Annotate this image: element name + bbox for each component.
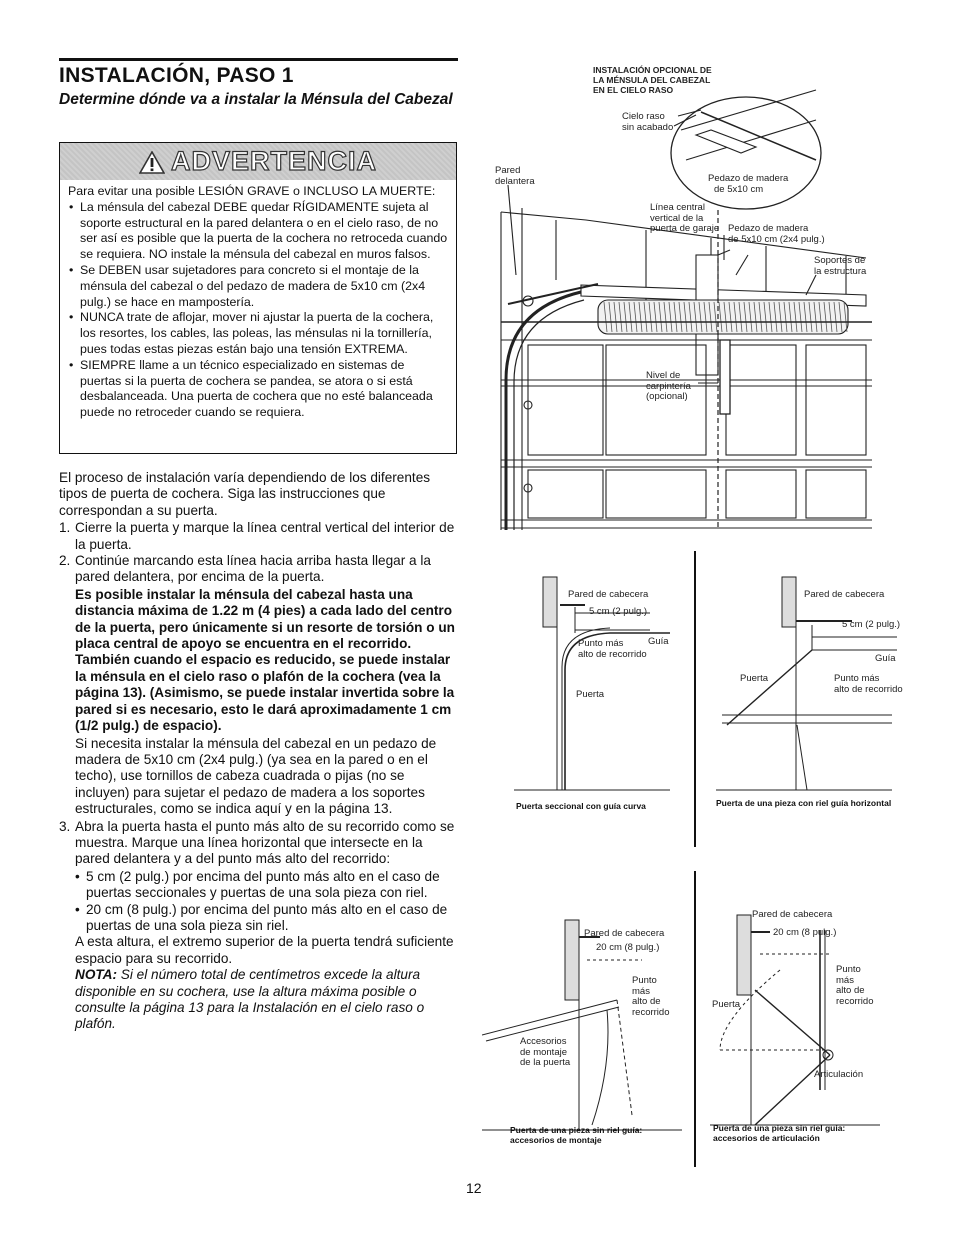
warning-item: • NUNCA trate de aflojar, mover ni ajustar la puerta de la cochera, los resortes, los cables, las poleas, las ménsulas ni la tornillería, pues todas estas piezas están bajo una tensión EXTREMA.	[80, 310, 448, 357]
high-point-label	[834, 674, 903, 695]
column-separator	[694, 871, 696, 1167]
height-note: A esta altura, el extremo superior de la puerta tendrá suficiente espacio para su recorrido.	[75, 934, 454, 966]
label-line: (opcional)	[646, 391, 688, 402]
gap-label: 20 cm (8 pulg.)	[773, 927, 837, 938]
wood-note: Si necesita instalar la ménsula del cabezal en un pedazo de madera de 5x10 cm (2x4 pulg.) (ya sea en la pared o en el techo), use tornillos de cabeza cuadrada o pijas (no se incluyen) para sujetar el pedazo de madera a los soportes estructurales, como se indica aquí y en la página 13.	[75, 735, 437, 817]
label-line: delantera	[495, 175, 535, 187]
label-line: Cielo raso	[622, 111, 665, 122]
ceiling-label	[622, 112, 673, 133]
label-line: sin acabado	[622, 121, 674, 133]
label-line: Nivel de	[646, 370, 681, 381]
column-separator	[694, 551, 696, 847]
front-wall-label	[495, 166, 535, 187]
label-line: puerta de garaje	[650, 223, 720, 234]
level-label	[646, 371, 691, 403]
step-text: Cierre la puerta y marque la línea central vertical del interior de la puerta.	[75, 520, 455, 552]
bullet-sectional: • 5 cm (2 pulg.) por encima del punto más alto en el caso de puertas seccionales y puertas de una sola pieza con riel.	[59, 869, 459, 902]
label-line: vertical de la	[650, 212, 704, 224]
label-line: Pedazo de madera	[728, 223, 809, 234]
header-wall-label: Pared de cabecera	[568, 589, 649, 600]
page-title: INSTALACIÓN, PASO 1	[59, 64, 294, 87]
label-line: Pedazo de madera	[708, 173, 789, 184]
door-label: Puerta	[740, 673, 768, 684]
diagram-one-piece-pivot	[710, 910, 910, 1150]
label-line: carpintería	[646, 380, 691, 392]
diagram-caption	[713, 1123, 845, 1143]
step-number: 1.	[59, 520, 71, 536]
wood-circle-label	[708, 174, 788, 195]
nota	[59, 967, 459, 1033]
nota-label: NOTA:	[75, 967, 118, 983]
diagram-caption: Puerta seccional con guía curva	[516, 801, 646, 811]
step-2	[59, 553, 459, 586]
centerline-label	[650, 203, 719, 235]
label-line: Puerta de una pieza sin riel guía:	[510, 1125, 643, 1135]
warning-body	[60, 180, 456, 421]
hardware-label	[520, 1037, 570, 1069]
bold-note: Es posible instalar la ménsula del cabezal hasta una distancia máxima de 1.22 m (4 pies) a cada lado del centro de la puerta, pero únicamente si un resorte de torsión o un placa central de apoyo se encuentra en el recorrido. También cuando el espacio es reducido, se puede instalar la ménsula en el cielo raso o plafón de la cochera (vea la página 13). (Asimismo, se puede instalar invertida sobre la pared si es necesario, esto le dará aproximadamente 1 cm (1/2 pulg.) de espacio).	[75, 586, 455, 734]
step-text: Continúe marcando esta línea hacia arriba hasta llegar a la pared delantera, por encima de la puerta.	[75, 553, 431, 585]
label-line: Línea central	[650, 202, 705, 213]
page-subtitle: Determine dónde va a instalar la Ménsula del Cabezal	[59, 91, 453, 108]
label-line: alto de recorrido	[834, 683, 903, 695]
label-line: de 5x10 cm (2x4 pulg.)	[728, 233, 825, 245]
label-line: accesorios de articulación	[713, 1133, 820, 1143]
one-piece-pivot-illustration	[710, 910, 910, 1150]
label-line: accesorios de montaje	[510, 1135, 602, 1145]
main-diagram	[486, 60, 886, 540]
nota-text: Si el número total de centímetros excede la altura disponible en su cochera, use la altura máxima posible o consulte la página 13 para la Instalación en el cielo raso o plafón.	[75, 967, 425, 1032]
diagram-caption	[510, 1125, 642, 1145]
header-wall-label: Pared de cabecera	[804, 589, 885, 600]
step-number: 2.	[59, 553, 71, 569]
gap-label: 5 cm (2 pulg.)	[589, 606, 648, 617]
high-point-label	[578, 639, 647, 660]
label-line: alto de recorrido	[578, 648, 647, 660]
warning-list	[68, 200, 448, 421]
gap-label: 5 cm (2 pulg.)	[842, 619, 901, 630]
label-line: INSTALACIÓN OPCIONAL DE	[593, 65, 712, 75]
diagram-sectional-curved	[510, 575, 685, 810]
wood-label	[728, 224, 825, 245]
header-wall-label: Pared de cabecera	[584, 928, 665, 939]
warning-triangle-icon	[139, 151, 165, 174]
step-3	[59, 819, 459, 868]
label-line: Punto	[632, 975, 657, 986]
warning-intro: Para evitar una posible LESIÓN GRAVE o INCLUSO LA MUERTE:	[68, 184, 436, 198]
instructions	[59, 470, 459, 1033]
label-line: LA MÉNSULA DEL CABEZAL	[593, 75, 711, 85]
label-line: de 5x10 cm	[714, 183, 764, 195]
label-line: Punto	[836, 964, 861, 975]
door-label: Puerta	[712, 999, 740, 1010]
diagram-one-piece-hardware	[482, 915, 687, 1150]
label-line: Punto más	[834, 673, 880, 684]
label-line: Puerta de una pieza sin riel guía:	[713, 1123, 846, 1133]
label-line: más	[836, 974, 854, 986]
garage-wall-illustration	[486, 60, 886, 540]
supports-label	[814, 256, 866, 277]
diagram-one-piece-track	[712, 575, 912, 810]
warning-item: • La ménsula del cabezal DEBE quedar RÍGIDAMENTE sujeta al soporte estructural en la pared delantera o en el cielo raso, de no ser así es posible que la puerta de la cochera no retroceda cuando se requiera. NO instale la ménsula del cabezal en muros falsos.	[80, 200, 448, 263]
label-line: alto de	[632, 996, 661, 1007]
label-line: Pared	[495, 165, 521, 176]
pivot-label: Articulación	[814, 1069, 864, 1080]
label-line: recorrido	[632, 1006, 670, 1018]
step-number: 3.	[59, 818, 71, 834]
warning-header	[60, 143, 456, 180]
ceiling-option-title	[593, 65, 712, 95]
label-line: más	[632, 985, 650, 997]
high-point-label	[632, 976, 670, 1018]
door-label: Puerta	[576, 689, 604, 700]
warning-item: • Se DEBEN usar sujetadores para concreto si el montaje de la ménsula del cabezal o del pedazo de madera de 5x10 cm (2x4 pulg.) se hace en mampostería.	[80, 263, 448, 310]
header-wall-label: Pared de cabecera	[752, 909, 833, 920]
label-line: EN EL CIELO RASO	[593, 85, 674, 95]
step-1	[59, 520, 459, 553]
label-line: Punto más	[578, 638, 624, 649]
gap-label: 20 cm (8 pulg.)	[596, 942, 660, 953]
title-rule	[59, 58, 458, 61]
track-label: Guía	[648, 636, 669, 647]
label-line: la estructura	[814, 265, 867, 277]
label-line: Soportes de	[814, 255, 866, 266]
label-line: Accesorios	[520, 1036, 567, 1047]
warning-item: • SIEMPRE llame a un técnico especializado en sistemas de puertas si la puerta de cochera se pandea, se atora o si está desbalanceada. Una puerta de cochera que no esté balanceada puede no retroceder cuando se requiera.	[80, 358, 448, 421]
label-line: recorrido	[836, 995, 874, 1007]
step-text: Abra la puerta hasta el punto más alto de su recorrido como se muestra. Marque una línea horizontal que intersecte en la pared delantera y a del punto más alto del recorrido:	[75, 818, 455, 867]
label-line: alto de	[836, 985, 865, 996]
intro-paragraph: El proceso de instalación varía dependiendo de los diferentes tipos de puerta de cochera. Siga las instrucciones que correspondan a su puerta.	[59, 470, 431, 518]
bullet-no-track: • 20 cm (8 pulg.) por encima del punto más alto en el caso de puertas de una sola pieza sin riel.	[59, 902, 459, 935]
label-line: de la puerta	[520, 1057, 571, 1068]
track-label: Guía	[875, 653, 896, 664]
warning-box	[59, 142, 457, 454]
warning-heading: ADVERTENCIA	[170, 146, 377, 176]
high-point-label	[836, 965, 874, 1007]
label-line: de montaje	[520, 1046, 568, 1058]
diagram-caption: Puerta de una pieza con riel guía horizontal	[716, 798, 892, 808]
page-number: 12	[466, 1180, 482, 1196]
